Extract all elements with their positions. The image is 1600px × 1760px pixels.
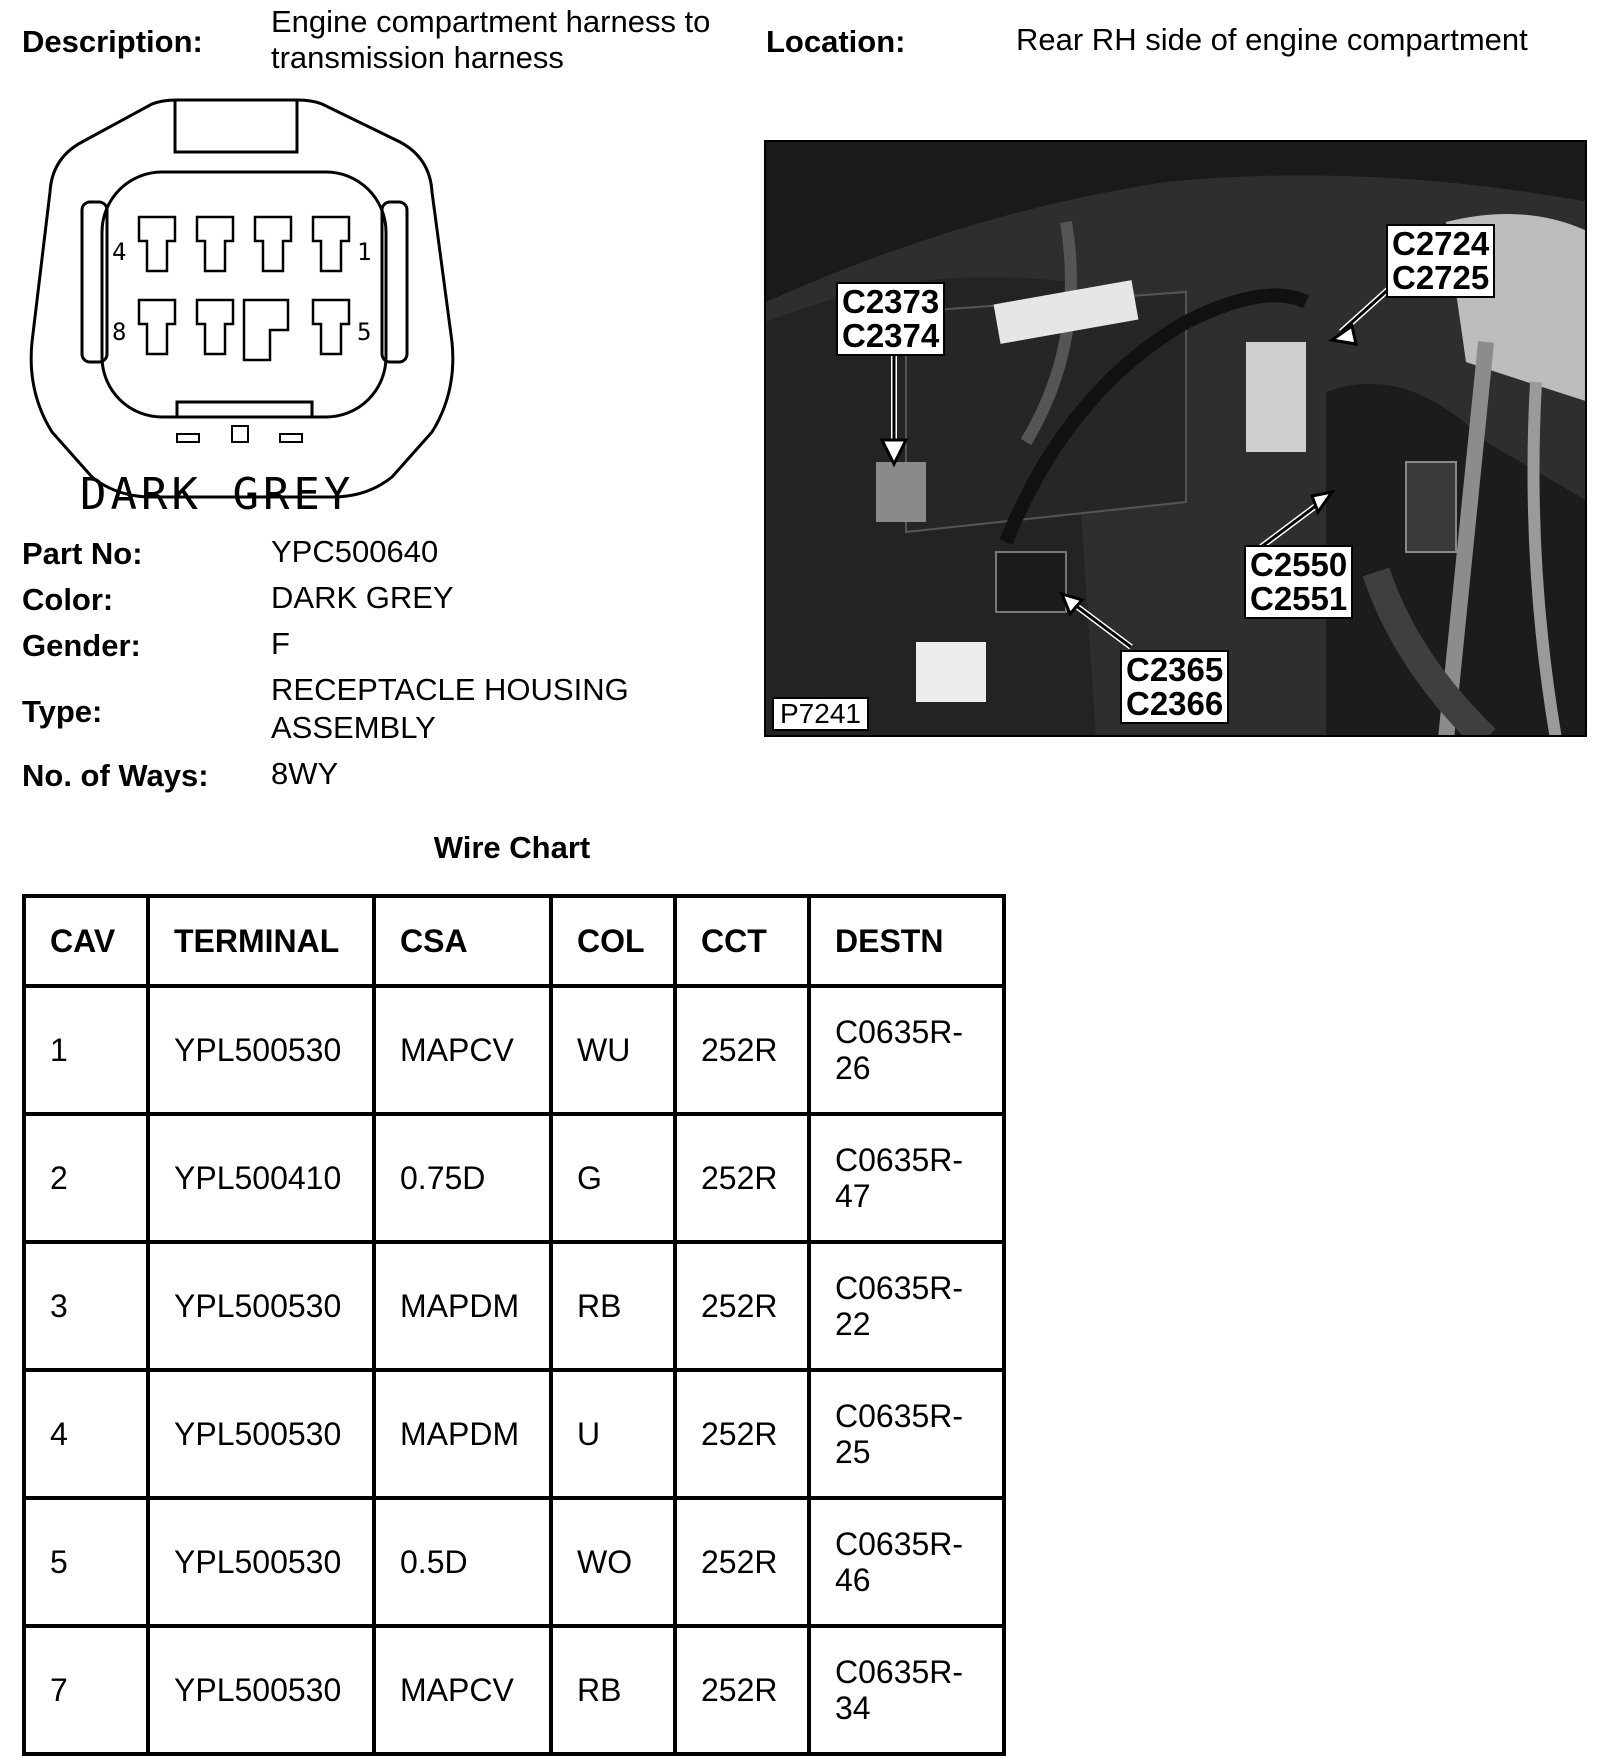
cell-csa: 0.75D <box>374 1114 551 1242</box>
table-row <box>24 1626 1004 1754</box>
callout-line: C2366 <box>1126 685 1224 722</box>
cell-csa: MAPDM <box>374 1242 551 1370</box>
cell-cct: 252R <box>675 1626 809 1754</box>
cell-terminal: YPL500530 <box>148 1626 374 1754</box>
cell-destn <box>809 1498 1004 1626</box>
pin-label-5: 5 <box>357 318 372 346</box>
wire-chart-title: Wire Chart <box>433 830 591 865</box>
cell-terminal: YPL500410 <box>148 1114 374 1242</box>
cell-col: G <box>551 1114 675 1242</box>
destn-line-1: C0635R- <box>835 1014 964 1050</box>
type-label: Type: <box>22 694 103 729</box>
cell-cct: 252R <box>675 1242 809 1370</box>
destn-line-1: C0635R- <box>835 1398 964 1434</box>
cell-col: RB <box>551 1626 675 1754</box>
callout-line: C2725 <box>1392 259 1490 296</box>
type-value-line-1: RECEPTACLE HOUSING <box>271 672 629 707</box>
location-photo <box>764 140 1587 737</box>
cell-cav: 7 <box>24 1626 148 1754</box>
cell-csa: MAPDM <box>374 1370 551 1498</box>
destn-line-2: 22 <box>835 1306 871 1342</box>
location-value: Rear RH side of engine compartment <box>1016 22 1528 57</box>
header-destn: DESTN <box>809 896 1004 986</box>
cell-csa: MAPCV <box>374 1626 551 1754</box>
header-col: COL <box>551 896 675 986</box>
gender-value: F <box>271 626 290 661</box>
destn-line-1: C0635R- <box>835 1654 964 1690</box>
photo-id-label: P7241 <box>772 697 869 731</box>
cell-col: U <box>551 1370 675 1498</box>
cell-destn <box>809 986 1004 1114</box>
table-header-row <box>24 896 1004 986</box>
cell-col: WU <box>551 986 675 1114</box>
pin-label-8: 8 <box>112 318 127 346</box>
description-label: Description: <box>22 24 203 59</box>
cell-col: RB <box>551 1242 675 1370</box>
part-no-value: YPC500640 <box>271 534 439 569</box>
cell-destn <box>809 1242 1004 1370</box>
table-row <box>24 986 1004 1114</box>
callout-c2724-c2725 <box>1386 224 1495 298</box>
wire-chart-table <box>22 894 1006 1756</box>
pin-label-1: 1 <box>357 238 372 266</box>
table-row <box>24 1370 1004 1498</box>
cell-cct: 252R <box>675 1370 809 1498</box>
header-terminal: TERMINAL <box>148 896 374 986</box>
pin-label-4: 4 <box>112 238 127 266</box>
cell-terminal: YPL500530 <box>148 1242 374 1370</box>
header-csa: CSA <box>374 896 551 986</box>
cell-destn <box>809 1626 1004 1754</box>
callout-line: C2724 <box>1392 225 1490 262</box>
callout-line: C2551 <box>1250 580 1348 617</box>
ways-value: 8WY <box>271 756 339 791</box>
cell-cct: 252R <box>675 986 809 1114</box>
cell-csa: 0.5D <box>374 1498 551 1626</box>
part-no-label: Part No: <box>22 536 143 571</box>
cell-terminal: YPL500530 <box>148 1370 374 1498</box>
cell-col: WO <box>551 1498 675 1626</box>
header-cav: CAV <box>24 896 148 986</box>
destn-line-2: 25 <box>835 1434 871 1470</box>
cell-csa: MAPCV <box>374 986 551 1114</box>
callout-c2365-c2366 <box>1120 650 1229 724</box>
cell-cct: 252R <box>675 1114 809 1242</box>
cell-cav: 3 <box>24 1242 148 1370</box>
table-row <box>24 1242 1004 1370</box>
destn-line-2: 47 <box>835 1178 871 1214</box>
cell-terminal: YPL500530 <box>148 986 374 1114</box>
description-line-1: Engine compartment harness to <box>271 4 711 39</box>
cell-cav: 5 <box>24 1498 148 1626</box>
cell-cav: 1 <box>24 986 148 1114</box>
table-row <box>24 1498 1004 1626</box>
color-label: Color: <box>22 582 114 617</box>
cell-cav: 2 <box>24 1114 148 1242</box>
destn-line-1: C0635R- <box>835 1270 964 1306</box>
destn-line-2: 26 <box>835 1050 871 1086</box>
callout-c2550-c2551 <box>1244 545 1353 619</box>
callout-line: C2365 <box>1126 651 1224 688</box>
table-row <box>24 1114 1004 1242</box>
cell-terminal: YPL500530 <box>148 1498 374 1626</box>
callout-line: C2373 <box>842 283 940 320</box>
cell-cav: 4 <box>24 1370 148 1498</box>
location-label: Location: <box>766 24 906 59</box>
destn-line-1: C0635R- <box>835 1142 964 1178</box>
cell-cct: 252R <box>675 1498 809 1626</box>
cell-destn <box>809 1114 1004 1242</box>
type-value-line-2: ASSEMBLY <box>271 710 436 745</box>
callout-line: C2374 <box>842 317 940 354</box>
description-line-2: transmission harness <box>271 40 564 75</box>
callout-c2373-c2374 <box>836 282 945 356</box>
destn-line-1: C0635R- <box>835 1526 964 1562</box>
connector-color-caption: DARK GREY <box>80 469 355 520</box>
destn-line-2: 34 <box>835 1690 871 1726</box>
connector-face-diagram <box>22 92 462 522</box>
header-cct: CCT <box>675 896 809 986</box>
ways-label: No. of Ways: <box>22 758 209 793</box>
color-value: DARK GREY <box>271 580 454 615</box>
gender-label: Gender: <box>22 628 141 663</box>
destn-line-2: 46 <box>835 1562 871 1598</box>
cell-destn <box>809 1370 1004 1498</box>
callout-line: C2550 <box>1250 546 1348 583</box>
